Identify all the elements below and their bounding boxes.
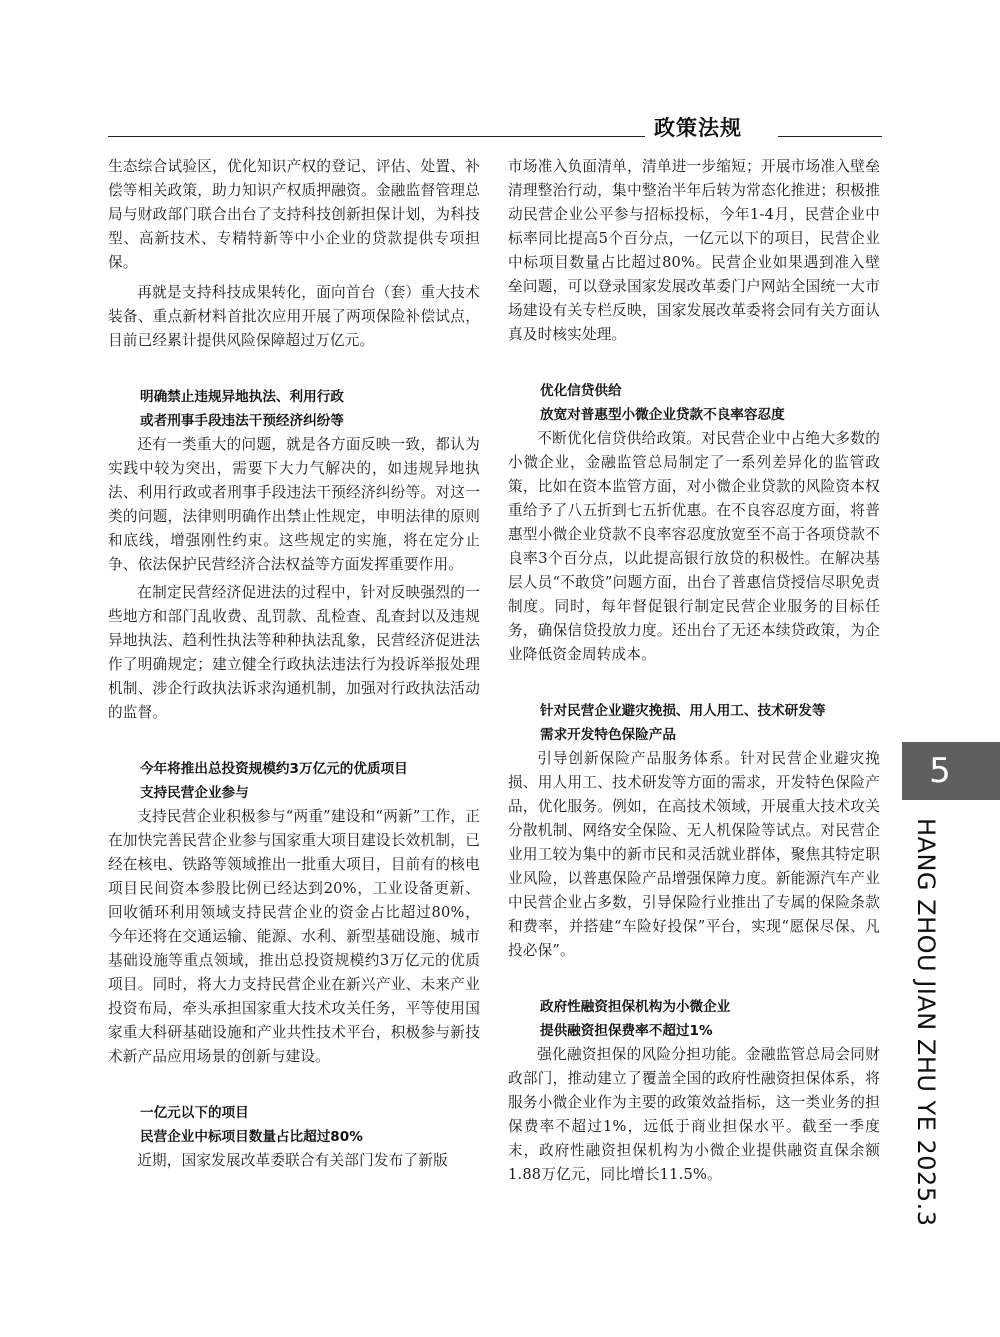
right-heading-1a: 优化信贷供给 bbox=[540, 383, 622, 399]
left-heading-3b: 民营企业中标项目数量占比超过80% bbox=[140, 1129, 363, 1145]
left-paragraph-3: 还有一类重大的问题，就是各方面反映一致，都认为实践中较为突出，需要下大力气解决的，如违规异地执法、利用行政或者刑事手段违法干预经济纠纷等。对这一类的问题，法律则明确作出禁止性规定，申明法律的原则和底线，增强刚性约束。这些规定的实施，将在定分止争、依法保护民营经济合法权益等方面发挥重要作用。 bbox=[108, 436, 480, 573]
left-paragraph-2: 再就是支持科技成果转化，面向首台（套）重大技术装备、重点新材料首批次应用开展了两项保险补偿试点，目前已经累计提供风险保障超过万亿元。 bbox=[108, 284, 480, 349]
journal-running-title: HANG ZHOU JIAN ZHU YE 2025.3 bbox=[912, 818, 940, 1227]
left-column bbox=[108, 155, 480, 1173]
section-title: 政策法规 bbox=[654, 116, 742, 140]
left-paragraph-4: 在制定民营经济促进法的过程中，针对反映强烈的一些地方和部门乱收费、乱罚款、乱检查、乱查封以及违规异地执法、趋利性执法等种种执法乱象，民营经济促进法作了明确规定；建立健全行政执法违法行为投诉举报处理机制、涉企行政执法诉求沟通机制，加强对行政执法活动的监督。 bbox=[108, 584, 480, 721]
header-rule-left bbox=[108, 136, 645, 137]
right-heading-1b: 放宽对普惠型小微企业贷款不良率容忍度 bbox=[540, 407, 785, 423]
right-paragraph-2: 不断优化信贷供给政策。对民营企业中占绝大多数的小微企业，金融监管总局制定了一系列差异化的监管政策，比如在资本监管方面，对小微企业贷款的风险资本权重给予了八五折到七五折优惠。在不良容忍度方面，将普惠型小微企业贷款不良率容忍度放宽至不高于各项贷款不良率3个百分点，以此提高银行放贷的积极性。在解决基层人员“不敢贷”问题方面，出台了普惠信贷授信尽职免责制度。同时，每年督促银行制定民营企业服务的目标任务，确保信贷投放力度。还出台了无还本续贷政策，为企业降低资金周转成本。 bbox=[508, 430, 880, 663]
right-heading-2b: 需求开发特色保险产品 bbox=[540, 727, 676, 743]
right-paragraph-4: 强化融资担保的风险分担功能。金融监管总局会同财政部门，推动建立了覆盖全国的政府性融资担保体系，将服务小微企业作为主要的政策效益指标，这一类业务的担保费率不超过1%，远低于商业担保水平。截至一季度末，政府性融资担保机构为小微企业提供融资直保余额1.88万亿元，同比增长11.5%。 bbox=[508, 1046, 880, 1183]
left-paragraph-1: 生态综合试验区，优化知识产权的登记、评估、处置、补偿等相关政策，助力知识产权质押融资。金融监督管理总局与财政部门联合出台了支持科技创新担保计划，为科技型、高新技术、专精特新等中小企业的贷款提供专项担保。 bbox=[108, 158, 480, 271]
right-heading-3b: 提供融资担保费率不超过1% bbox=[540, 1023, 713, 1039]
right-paragraph-3: 引导创新保险产品服务体系。针对民营企业避灾挽损、用人用工、技术研发等方面的需求，开发特色保险产品，优化服务。例如，在高技术领域，开展重大技术攻关分散机制、网络安全保险、无人机保险等试点。对民营企业用工较为集中的新市民和灵活就业群体，聚焦其特定职业风险，以普惠保险产品增强保障力度。新能源汽车产业中民营企业占多数，引导保险行业推出了专属的保险条款和费率，并搭建“车险好投保”平台，实现“愿保尽保、凡投必保”。 bbox=[508, 750, 880, 959]
left-heading-1a: 明确禁止违规异地执法、利用行政 bbox=[140, 389, 344, 405]
page-number-tab bbox=[902, 742, 1000, 800]
left-heading-2b: 支持民营企业参与 bbox=[140, 785, 249, 801]
right-paragraph-1: 市场准入负面清单，清单进一步缩短；开展市场准入壁垒清理整治行动，集中整治半年后转为常态化推进；积极推动民营企业公平参与招标投标，今年1-4月，民营企业中标率同比提高5个百分点，一亿元以下的项目，民营企业中标项目数量占比超过80%。民营企业如果遇到准入壁垒问题，可以登录国家发展改革委门户网站全国统一大市场建设有关专栏反映，国家发展改革委将会同有关方面认真及时核实处理。 bbox=[508, 158, 880, 343]
left-paragraph-5: 支持民营企业积极参与“两重”建设和“两新”工作，正在加快完善民营企业参与国家重大项目建设长效机制，已经在核电、铁路等领域推出一批重大项目，目前有的核电项目民间资本参股比例已经达到20%，工业设备更新、回收循环利用领域支持民营企业的资金占比超过80%，今年还将在交通运输、能源、水利、新型基础设施、城市基础设施等重点领域，推出总投资规模约3万亿元的优质项目。同时，将大力支持民营企业在新兴产业、未来产业投资布局，牵头承担国家重大技术攻关任务，平等使用国家重大科研基础设施和产业共性技术平台，积极参与新技术新产品应用场景的创新与建设。 bbox=[108, 808, 480, 1065]
page-number: 5 bbox=[929, 751, 951, 791]
header-rule-right bbox=[778, 136, 882, 137]
left-heading-2a: 今年将推出总投资规模约3万亿元的优质项目 bbox=[140, 761, 408, 777]
left-paragraph-6: 近期，国家发展改革委联合有关部门发布了新版 bbox=[137, 1152, 448, 1169]
right-heading-3a: 政府性融资担保机构为小微企业 bbox=[540, 999, 731, 1015]
left-heading-3a: 一亿元以下的项目 bbox=[140, 1105, 249, 1121]
right-heading-2a: 针对民营企业避灾挽损、用人用工、技术研发等 bbox=[540, 703, 826, 719]
left-heading-1b: 或者刑事手段违法干预经济纠纷等 bbox=[140, 413, 344, 429]
right-column bbox=[508, 155, 880, 1187]
